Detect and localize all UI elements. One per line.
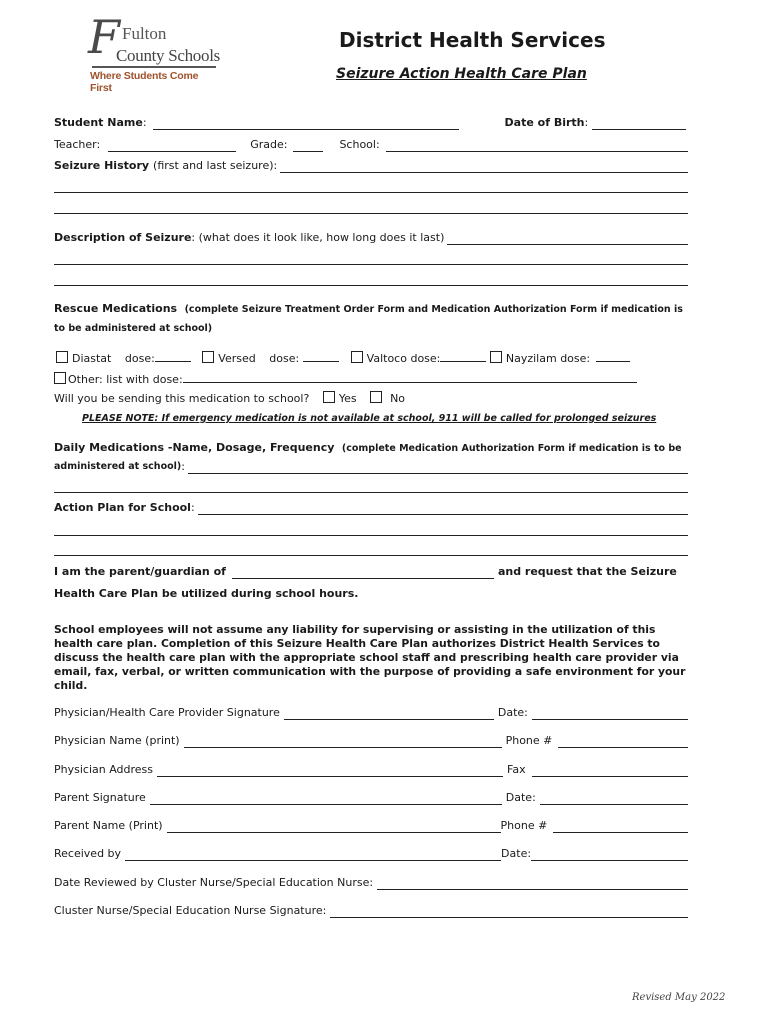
teacher-label: Teacher: [54, 138, 101, 151]
diastat-dose-field[interactable] [155, 349, 191, 362]
parent-name-field[interactable] [167, 820, 501, 833]
physician-signature-row [54, 706, 688, 720]
received-by-field[interactable] [125, 848, 501, 861]
seizure-history-line-3[interactable] [54, 213, 688, 214]
logo-tagline: Where Students Come First [90, 70, 199, 94]
disclaimer [54, 623, 685, 693]
other-field[interactable] [183, 370, 637, 383]
valtoco-dose-field[interactable] [440, 349, 486, 362]
daily-hint-2: administered at school) [54, 461, 182, 472]
versed-label: Versed [218, 352, 256, 365]
action-plan-row [54, 501, 688, 515]
description-label: Description of Seizure [54, 231, 192, 244]
parent-signature-label: Parent Signature [54, 791, 146, 804]
parent-signature-row [54, 791, 688, 805]
sending-question: Will you be sending this medication to school? [54, 392, 310, 405]
seizure-history-hint: (first and last seizure): [153, 159, 278, 172]
description-field[interactable] [447, 233, 688, 245]
yes-checkbox[interactable] [323, 391, 335, 403]
date-label-1: Date: [497, 706, 528, 719]
disclaimer-line: discuss the health care plan with the appropriate school staff and prescribing health care provider via [54, 651, 679, 664]
no-checkbox[interactable] [370, 391, 382, 403]
revised-date: Revised May 2022 [632, 992, 726, 1003]
date-reviewed-label: Date Reviewed by Cluster Nurse/Special Education Nurse: [54, 876, 374, 889]
action-plan-label: Action Plan for School [54, 501, 191, 514]
disclaimer-line: health care plan. Completion of this Seizure Health Care Plan authorizes District Health Services to [54, 637, 660, 650]
daily-header [54, 441, 682, 454]
daily-row [54, 460, 688, 474]
seizure-history-label: Seizure History [54, 159, 150, 172]
versed-dose-field[interactable] [303, 349, 339, 362]
other-checkbox[interactable] [54, 372, 66, 384]
daily-line-2[interactable] [54, 492, 688, 493]
consent-suffix: and request that the Seizure [497, 565, 677, 578]
dob-field[interactable] [592, 117, 686, 130]
disclaimer-line: School employees will not assume any liability for supervising or assisting in the utilization of this [54, 623, 656, 636]
physician-address-row [54, 763, 688, 777]
child-name-field[interactable] [232, 566, 494, 579]
logo-line1: Fulton [122, 24, 167, 43]
other-row [54, 370, 637, 386]
daily-label: Daily Medications -Name, Dosage, Frequency [54, 441, 335, 454]
physician-address-label: Physician Address [54, 763, 154, 776]
phone-field-2[interactable] [553, 821, 688, 833]
physician-address-field[interactable] [157, 764, 503, 777]
action-plan-colon: : [190, 501, 195, 514]
student-name-label: Student Name [54, 116, 143, 129]
parent-name-label: Parent Name (Print) [54, 819, 163, 832]
seizure-history-field[interactable] [280, 161, 688, 173]
seizure-history-line-2[interactable] [54, 192, 688, 193]
nurse-signature-row [54, 904, 688, 918]
action-plan-line-2[interactable] [54, 535, 688, 536]
page-title: District Health Services [339, 28, 606, 52]
school-label: School: [339, 138, 380, 151]
diastat-label: Diastat [72, 352, 112, 365]
versed-dose-label: dose: [269, 352, 300, 365]
parent-name-row [54, 819, 688, 833]
fax-label: Fax [507, 763, 526, 776]
description-row [54, 231, 688, 245]
action-plan-field[interactable] [198, 503, 688, 515]
consent-row [54, 565, 688, 579]
student-name-field[interactable] [153, 117, 459, 130]
daily-field[interactable] [188, 462, 688, 474]
consent-prefix: I am the parent/guardian of [54, 565, 226, 578]
sending-row [54, 391, 405, 405]
received-by-row [54, 847, 688, 861]
description-line-3[interactable] [54, 285, 688, 286]
logo-rule [92, 66, 216, 68]
teacher-row [54, 138, 688, 152]
page-subtitle: Seizure Action Health Care Plan [336, 66, 587, 82]
physician-name-row [54, 734, 688, 748]
nayzilam-checkbox[interactable] [490, 351, 502, 363]
phone-label-2: Phone # [500, 819, 548, 832]
date-reviewed-field[interactable] [377, 878, 688, 890]
physician-name-label: Physician Name (print) [54, 734, 180, 747]
nayzilam-dose-field[interactable] [596, 349, 630, 362]
nayzilam-label: Nayzilam dose: [505, 352, 591, 365]
rescue-hint-1: (complete Seizure Treatment Order Form and Medication Authorization Form if medication is [184, 304, 683, 315]
emergency-note: PLEASE NOTE: If emergency medication is not available at school, 911 will be called for prolonged seizures [82, 413, 657, 424]
school-field[interactable] [386, 140, 688, 152]
parent-signature-field[interactable] [150, 792, 502, 805]
logo-line2: County Schools [116, 46, 220, 65]
description-line-2[interactable] [54, 264, 688, 265]
description-hint: : (what does it look like, how long does it last) [191, 231, 445, 244]
rescue-label: Rescue Medications [54, 302, 178, 315]
versed-checkbox[interactable] [202, 351, 214, 363]
physician-name-field[interactable] [184, 735, 502, 748]
nurse-signature-label: Cluster Nurse/Special Education Nurse Signature: [54, 904, 327, 917]
received-by-label: Received by [54, 847, 122, 860]
other-label: Other: list with dose: [68, 373, 183, 386]
nurse-signature-field[interactable] [330, 906, 688, 918]
diastat-checkbox[interactable] [56, 351, 68, 363]
date-field-1[interactable] [532, 708, 688, 720]
grade-label: Grade: [250, 138, 288, 151]
teacher-field[interactable] [108, 139, 236, 152]
daily-hint-1: (complete Medication Authorization Form if medication is to be [341, 443, 682, 454]
physician-signature-label: Physician/Health Care Provider Signature [54, 706, 280, 719]
rescue-hint-2: to be administered at school) [54, 323, 213, 334]
physician-signature-field[interactable] [284, 707, 494, 720]
daily-colon: : [181, 460, 185, 473]
fax-field[interactable] [532, 765, 688, 777]
diastat-dose-label: dose: [124, 352, 155, 365]
seizure-history-row [54, 159, 688, 173]
consent-line-2: Health Care Plan be utilized during school hours. [54, 587, 359, 600]
date-field-3[interactable] [531, 849, 688, 861]
rescue-options-row [56, 349, 630, 365]
district-logo [82, 10, 222, 94]
no-label: No [390, 392, 406, 405]
grade-field[interactable] [293, 139, 323, 152]
valtoco-checkbox[interactable] [351, 351, 363, 363]
date-field-2[interactable] [540, 793, 688, 805]
date-reviewed-row [54, 876, 688, 890]
phone-field-1[interactable] [558, 736, 688, 748]
phone-label-1: Phone # [505, 734, 553, 747]
action-plan-line-3[interactable] [54, 555, 688, 556]
date-label-2: Date: [505, 791, 536, 804]
valtoco-label: Valtoco dose: [366, 352, 441, 365]
disclaimer-line: email, fax, verbal, or written communication with the purpose of providing a safe environment for your [54, 665, 686, 678]
student-row: Student Name : Date of Birth : [54, 116, 688, 130]
yes-label: Yes [338, 392, 357, 405]
logo-f-glyph: F [88, 10, 120, 64]
disclaimer-line: child. [54, 679, 88, 692]
dob-label: Date of Birth [504, 116, 585, 129]
rescue-header [54, 302, 683, 315]
date-label-3: Date: [501, 847, 532, 860]
